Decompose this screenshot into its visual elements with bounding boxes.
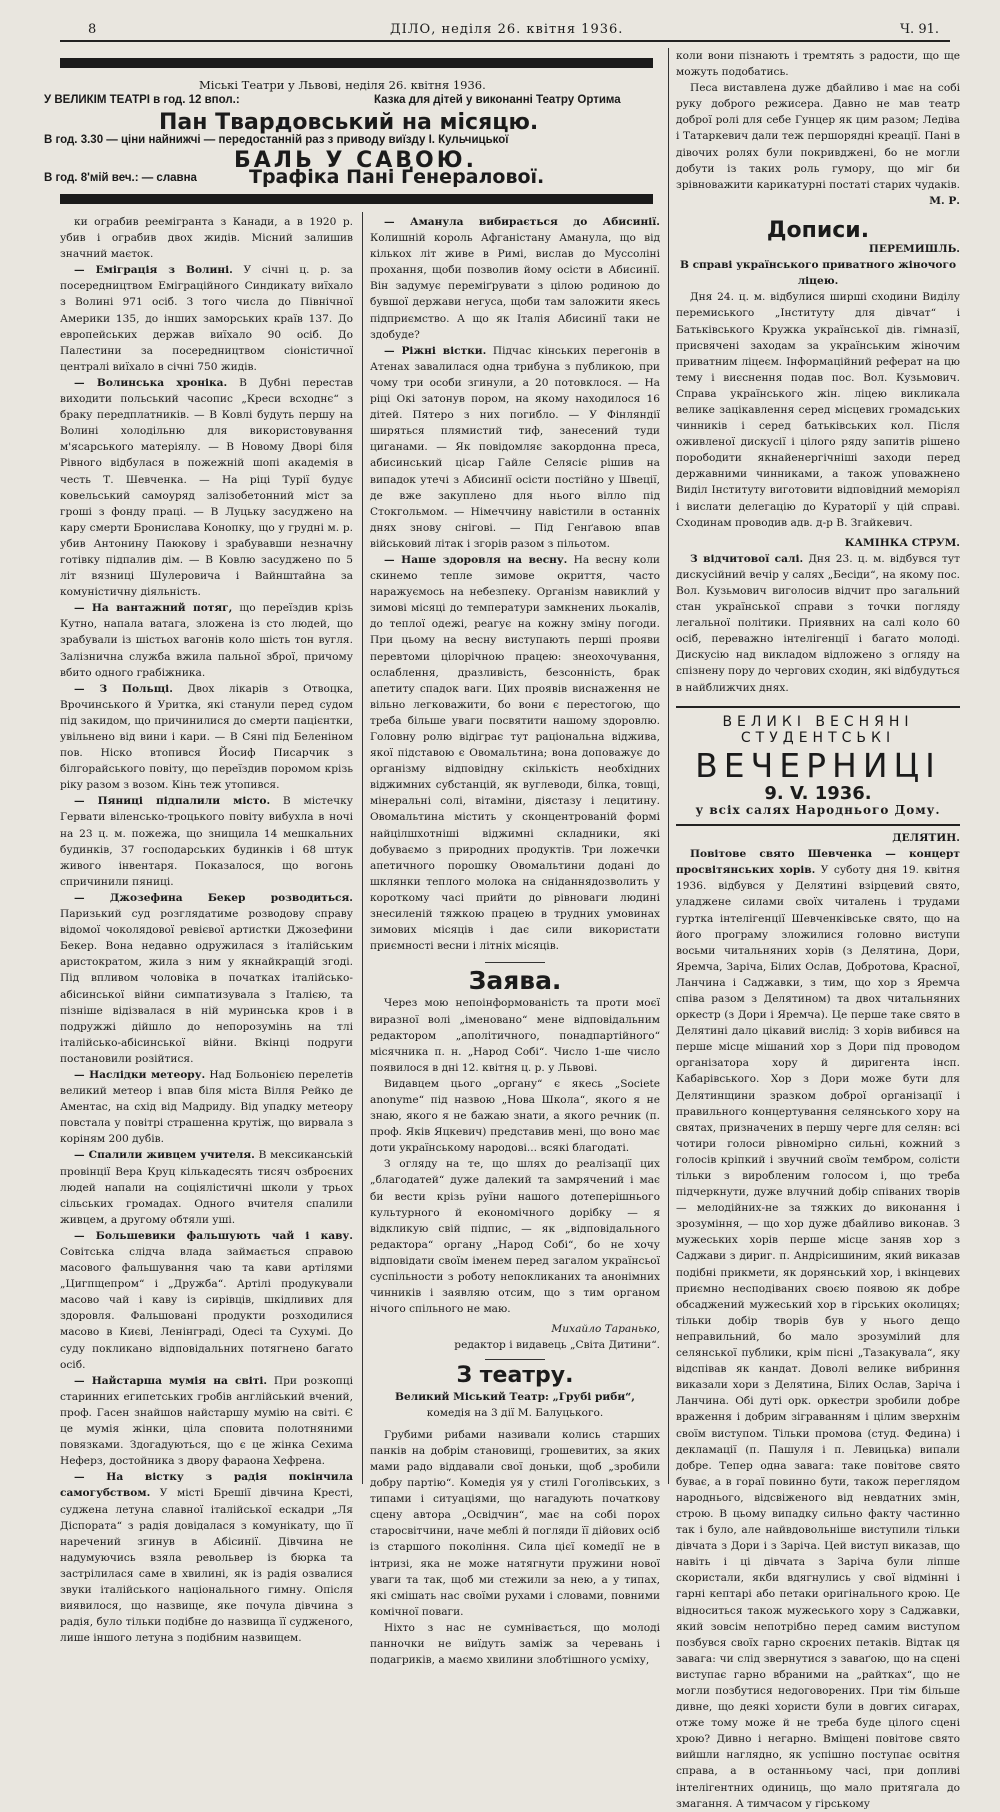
news-item-text: ки ограбив реемігранта з Канади, а в 1920 р. убив і ограбив двох жидів. Місний залишив значний маєток. [60, 216, 353, 261]
news-item-text: У січні ц. р. за посередництвом Еміграційного Синдикату виїхало з Волині 971 осіб. З того числа до Північної Америки 135, до інших заморських країв 137. До европейських держав виїхало 90 осіб. До Палестини за посередництвом сіоністичної централі виїхало в січні 750 жидів. [60, 264, 353, 373]
news-item-text: В Дубні перестав виходити польський часопис „Креси всходнє“ з браку передплатників. — В Ковлі будуть першу на Волині холодільню для використовування м'ясарського матеріялу. — В Новому Дворі біля Рівного відбулася в пожежній шопі академія в честь Т. Шевченка. — На ріці Турії будує ковельський самоуряд залізобетонний міст за гроші з фонду праці. — В Луцьку засуджено на кару смерти Бронислава Конопку, що у грудні м. р. убив Антонину Паюкову і зрабувавши незначну готівку підпалив дім. — В Ковлю засуджено по 5 літ вязниці Шулеровича і Вайнштайна за комуністичну діяльність. [60, 376, 354, 599]
ad-line4: В год. 8'мій веч.: — славна [44, 172, 197, 184]
news-item [60, 1373, 353, 1470]
news-item-headline: — Найстарша мумія на світі. [74, 1374, 268, 1387]
news-item-text: Над Больонією перелетів великий метеор і впав біля міста Вілля Рейко де Аментас, на схід від Мадриду. Від упадку метеору повстала у повітрі страшенна крутіж, що вирвала з коріням 200 дубів. [60, 1068, 354, 1146]
z-teatru-title: З театру. [456, 1363, 574, 1389]
news-item [60, 1469, 353, 1646]
vechernytsi-line1: ВЕЛИКІ ВЕСНЯНІ [722, 713, 914, 730]
z-teatru-subtitle2: комедія на 3 дії М. Балуцького. [426, 1406, 604, 1419]
ad-title1: Пан Твардовський на місяцю. [159, 110, 539, 135]
news-column-middle [370, 214, 660, 1667]
vechernytsi-date: 9. V. 1936. [764, 782, 872, 804]
ad-title2: БАЛЬ У САВОЮ. [234, 148, 477, 173]
zayava-signature-role: редактор і видавець „Світа Дитини“. [454, 1339, 660, 1352]
dopysy-paragraph2 [676, 551, 960, 696]
divider [676, 824, 960, 826]
delyatyn-place: ДЕЛЯТИН. [892, 832, 960, 845]
news-item-headline: — Волинська хроніка. [74, 376, 228, 389]
dopysy-place2: КАМІНКА СТРУМ. [844, 536, 960, 549]
news-item-headline: — Наше здоровля на весну. [384, 553, 568, 566]
vechernytsi-venue: у всіх салях Народнього Дому. [695, 802, 941, 817]
paragraph: Через мою непоінформованість та проти моєї виразної волі „іменовано“ мене відповідальним редактором „аполітичного, понадпартійного“ місячника п. н. „Народ Собі“. Число 1-ше число появилося в дні 12. квітня ц. р. у Львові. [370, 997, 660, 1074]
news-item [60, 214, 353, 262]
ad-line1: Міські Театри у Львові, неділя 26. квітня 1936. [199, 78, 486, 92]
news-column-right [676, 48, 961, 1810]
zayava-body [370, 995, 660, 1317]
news-item [60, 600, 353, 680]
paragraph: Видавцем цього „органу“ є якесь „Societe anonyme“ під назвою „Нова Школа“, якого я не знаю, якого я не бажаю знати, а якого речник (п. проф. Яків Яцкевич) представив мені, що воно має доти українському народові... всякі благодаті. [370, 1077, 660, 1155]
dopysy-p2-lead: З відчитової салі. [690, 552, 804, 565]
news-item-headline: — На вістку з радія покінчила самогубством. [60, 1471, 353, 1500]
zayava-signature-name: Михайло Таранько, [551, 1323, 660, 1336]
news-item [60, 375, 353, 600]
news-item-text: що переїздив крізь Кутно, напала ватага, зложена із сто людей, що зрабували із шістьох вагонів коло шість тон вугля. Залізнична служба вжила пальної зброї, причому вбито одного грабіжника. [60, 602, 354, 679]
news-item [60, 681, 353, 794]
header-rule [60, 40, 950, 42]
issue-number: Ч. 91. [900, 22, 939, 37]
news-item-text: Двох лікарів з Отвоцка, Врочинського й Уритка, які станули перед судом під закидом, що причинилися до смерти пацієнтки, увільнено від вини і кари. — В Сяні під Беленіном пов. Ніско втопився Йосиф Писарчик з білгорайського повіту, що переїздив поромом крізь ріку разом з возом. Кінь теж утопився. [60, 682, 354, 792]
column-rule-2 [668, 48, 669, 1484]
ad-title3: Трафіка Пані Ґенералової. [249, 166, 545, 188]
news-item-text: При розкопці старинних египетських гробів англійський вчений, проф. Гасен знайшов найстаршу мумію на світі. Є це мумія жінки, ціла сповита полотняними повязками. Здогадуються, що є це жінка Сехима Неферз, достойника з двору фараона Хефрена. [60, 1374, 353, 1468]
vechernytsi-line2: СТУДЕНТСЬКІ [740, 729, 896, 746]
vechernytsi-advertisement [676, 714, 960, 818]
zayava-title: Заява. [468, 966, 562, 996]
news-item-text: Совітська слідча влада займається справою масового фальшування чаю та кави артілями „Цигпщепром“ і „Дружба“. Артілі продукували масово чай і каву із сирівців, шкідливих для здоровля. Фальшовані продукти розходилися масово в Києві, Ленінграді, Одесі та Сухумі. До суду покликано відповідальних потягнено багато осіб. [60, 1246, 353, 1371]
news-item [370, 552, 660, 954]
review-signature: М. Р. [929, 194, 960, 207]
news-item-headline: — Спалили живцем учителя. [74, 1149, 255, 1162]
news-item-text: Колишній король Афганістану Аманула, що від кількох літ живе в Римі, вислав до Муссоліні прохання, щоби позволив йому осісти в Абисинії. Він задумує переміґрувати з цілою родиною до бувшої держави негуса, щоби там заложити якесь підприємство. А що як Італія Абисинії таки не здобуде? [370, 232, 660, 341]
news-item-text: В мексиканській провінції Вера Круц кількадесять тисяч озброєних людей напали на соціялістичні школи у трьох сільських громадах. Одного вчителя спалили живцем, а другому обтяли уші. [60, 1149, 353, 1226]
review-paragraph: Песа виставлена дуже дбайливо і має на собі руку доброго режисера. Давно не мав театр доброї ролі для себе Гунцер як цим разом; Ледіва і Татаркевич дали теж першорядні креації. Пані в дівочих ролях були покривджені, бо не могли добути із таких роль гумору, що міг би зрівноважити карикатурні постаті старих чудаків. [676, 82, 961, 191]
ad-line3: В год. 3.30 — ціни найнижчі — передостанній раз з приводу виїзду І. Кульчицької [44, 134, 509, 146]
news-item-text: На весну коли скинемо тепле зимове окриття, часто наражуємось на небезпеку. Організм навиклий у зимові місяці до температури замкнених льокалів, до теплої одежі, реагує на кожну зміну погоди. При цьому на весну виступають перші прояви перевтоми цілорічною працею: знеохочування, ослаблення, дразливість, безсонність, брак апетиту спадок ваги. Цих проявів виснаження не вільно легковажити, бо вони є перестогою, що треба більше уваги посвятити нашому здоровлю. Головну ролю відіграє тут раціональна віджива, якої підставою є Овомальтина; вона доповажує до організму відповідну скількість необхідних віджимних субстанцій, як вуглеводи, білка, товщі, мінеральні солі, вітаміни, діястазу і лецитину. Овомальтина містить у сконцентрованій формі найцілшхотніші віджимні складники, які добуваємо з природних продуктів. Три ложечки апетичного порошку Овомальтини додані до шклянки теплого молока на сніданнядозволить у короткому часі прийти до рівноваги людині знесиленій тяжкою працею в трудних умовинах зимових місяців і дає сили використати приємності весни і літніх місяців. [370, 553, 660, 953]
divider [485, 962, 545, 963]
dopysy-subtitle1: В справі українського приватного жіночого ліцею. [679, 259, 957, 288]
news-items-middle [370, 214, 660, 954]
ad-line2-right: Казка для дітей у виконанні Театру Ортима [374, 94, 621, 106]
news-item [60, 262, 353, 375]
news-item-headline: — Пяниці підпалили місто. [74, 795, 271, 808]
paragraph: З огляду на те, що шлях до реалізації цих „благодатей“ дуже далекий та замрячений і має би вести крізь руїни нашого дотеперішнього культурного й економічного дорібку — я відкликую свій підпис, — як „відповідального редактора“ органу „Народ Собі“, бо не хочу відповідати своїм іменем перед загалом українсьої суспільности з роботу непокликаних та анонімних чинників і заявляю отсим, що з тим органом нічого спільного не маю. [370, 1158, 660, 1316]
news-item [370, 214, 660, 343]
dopysy-p2-text: Дня 23. ц. м. відбувся тут дискусійний вечір у салях „Бесіди“, на якому пос. Вол. Кузьмович виголосив відчит про загальний стан української справи з точки погляду легальної політики. Приявних на салі коло 60 осіб, переважно інтелігенції і багато молоді. Дискусію над викладом відложено з огляду на спізнену пору до чергових сходин, які відбудуться в найближчих днях. [676, 552, 960, 694]
news-column-left [60, 214, 354, 1645]
review-continuation: коли вони пізнають і тремтять з радости, що ще можуть подобатись. [676, 50, 960, 79]
vechernytsi-line3: ВЕЧЕРНИЦІ [695, 745, 941, 785]
page-header [60, 18, 960, 40]
news-item-headline: — На вантажний потяг, [74, 602, 233, 615]
news-item [60, 1067, 353, 1147]
dopysy-title: Дописи. [766, 217, 870, 243]
news-item-text: Паризький суд розглядатиме розводову справу відомої чоколядової ревієвої артистки Джозефини Бекер. Вона недавно одружилася з італійським аристократом, жила з ним у якнайкращій згоді. Під впливом чоловіка в початках італійсько-абісинської війни симпатизувала з Італією, та пізніше відізвалася в ній муринська кров і в подружжі дійшло до непорозумінь на тлі італійсько-абісинської війни. Вкінці подруги постановили розійтися. [60, 908, 353, 1065]
newspaper-title: ДІЛО, неділя 26. квітня 1936. [390, 22, 624, 37]
delyatyn-paragraph [676, 846, 960, 1812]
divider [676, 706, 960, 708]
news-item-headline: — Большевики фальшують чай і каву. [74, 1229, 353, 1242]
column-rule-1 [362, 212, 363, 1484]
news-item-headline: — Джозефина Бекер розводиться. [74, 891, 353, 904]
news-item-headline: — Еміграція з Волині. [74, 264, 233, 277]
paragraph: Грубими рибами називали колись старших панків на добрім становищі, грошевитих, за яких мами радо віддавали свої доньки, щоб „зробили добру партію“. Комедія уя у стилі Гоголівських, з типами і ситуаціями, що нагадують початкову сцену автора „Освідчин“, має на собі порох старосвітчини, наче меблі й погляди її дійових осіб із старшого покоління. Сила цієї комедії не в інтризі, яка не може натягнути пружини нової уваги та так, щоб ми стежили за нею, а у типах, які смішать нас своїми рухами і словами, повними комічної поваги. [370, 1428, 660, 1618]
news-item [60, 793, 353, 890]
divider [485, 1359, 545, 1360]
news-item [60, 1228, 353, 1373]
ad-bottom-bar [60, 194, 653, 204]
news-item-headline: — З Польщі. [74, 682, 173, 695]
dopysy-place1: ПЕРЕМИШЛЬ. [868, 243, 960, 256]
news-item-text: У місті Брешії дівчина Кресті, суджена летуна славної італійської ескадри „Ля Діспората“ з радія довідалася з комунікату, що її наречений згинув в Абісинії. Дівчина не надумуючись взяла револьвер із бюрка та застрілилася саме в хвилині, як із радія озвалися звуки італійського національного гимну. Опісля виявилося, що назвище, яке почула дівчина з радія, було тільки подібне до назвища її судженого, лише іншого летуна з подібним назвищем. [60, 1487, 353, 1645]
delyatyn-text: У суботу дня 19. квітня 1936. відбувся у Делятині взірцевий свято, уладжене силами своїх читалень і трудами гуртка інтелігенції Шевченківське свято, що на його програму зложилися головно виступи восьми читальняних хорів (з Делятина, Дори, Яремча, Заріча, Білих Ослав, Добротова, Красної, Ланчина і Саджавки, з тим, що хор з Яремча співа разом з Делятином) та двох читальняних оркестр (з Дори і Яремча). Це перше таке свято в Делятині дало цікавий вислід: З хорів вибився на перше місце мішаний хор з Дори під проводом організатора хору й диригента інсп. Кабарівського. Хор з Дори може бути для Делятинщини зразком доброї організації і правильного концертування селянського хору на святах, призначених в першу черге для селян: всі чотири голоси рівномірно сильні, кожний з голосів кріпкий і звучний своїм тембром, солісти тільки з виробленим голосом і, що треба підчеркнути, дуже влучний добір співаних творів — мелодійних-не за тяжких до виконання і зрозуміння, — що хор дуже дбайливо виконав. З мужеських хорів перше місце заняв хор з Саджави з дириг. п. Андрісишиним, який виказав подібні прикмети, як дорянський хор, і вкінцевих приємно несподіваних своєю появою як добре обсаджений мужеський хор в гірських околицях; тільки добір творів був у нього дещо неправильний, бо мало зрозумілий для селянської публики, крім пісні „Тазакувала“, яку відспівав як кандат. Доволі велике вибриння виказали хори з Делятина, Білих Ослав, Заріча і Ланчина. Обі дуті орк. оркестри зробили добре враження і добрим зіграванням і цілим зверхнім своїм виступом. Тільки промова (студ. Федина) і декламації (п. Пашуля і п. Левицька) випали добре. Тепер одна завага: таке повітове свято буває, а в гораї повинно бути, також переглядом народнього, відсвіженого від невдатних змін, строю. В цьому випадку сильно факту частинно так і було, але найвдовольніше виступили тільки дівчата з Дори і з Заріча. Цей виступ виказав, що навіть і ці дівчата з Заріча були ліпше скористали, якби вдягнулись у свої відмінні і гарні кептарі або петаки оригінального крою. Це відноситься також мужеського хору з Саджавки, який зовсім непотрібно перед самим виступом позбувся своїх гарно скроєних петаків. Відтак ця завага: чи слід звернутися з заваґою, що на сцені виступає гарно вбраними на „райтках“, що не могли позбутися недоговорених. При тім більше дивне, що деякі хористи були в довгих сигарах, отже тому може й не треба буде цілого сцені хрою? Дивно і негарно. Вміщені повітове свято вийшли наглядно, як успішно поступає освітня справа, а в останньому часі, при допливі інтелігентних одиниць, що мало притягала до змагання. А тимчасом у гірському [676, 864, 960, 1810]
z-teatru-subtitle1: Великий Міський Театр: „Грубі риби“, [395, 1390, 635, 1403]
z-teatru-body [370, 1427, 660, 1668]
news-item-headline: — Аманула вибирається до Абисинії. [384, 216, 660, 228]
delyatyn-lead: Повітове свято Шевченка — концерт просвітянських хорів. [676, 848, 960, 877]
news-item [370, 343, 660, 552]
news-item [60, 1147, 353, 1227]
news-item [60, 890, 353, 1067]
dopysy-paragraph1: Дня 24. ц. м. відбулися ширші сходини Виділу перемиського „Інституту для дівчат“ і Батьківського Кружка української дів. гімназії, присвячені заходам за українським жіночим приватним ліцеєм. Інформаційний реферат на цю тему і виєснення подав пос. Вол. Кузьмович. Справа українського жін. ліцею викликала велике зацікавлення серед місцевих громадських чинників і серед батьківських кол. Після оживленої дискусії і цілого ряду запитів рішено порободити якнайенергічніші заходи перед державними чинниками, а також уповажнено Виділ Інституту виготовити відповідний меморіял і вислати делегацію до Кураторії у цій справі. Сходинам проводив адв. д-р В. Згайкевич. [676, 291, 960, 529]
paragraph: Ніхто з нас не сумнівається, що молоді панночки не виїдуть заміж за черевань і подагриків, а маємо хвилини злобтішного усміху, [370, 1621, 660, 1667]
news-item-text: В містечку Гервати віленсько-троцького повіту вибухла в ночі на 23 ц. м. пожежа, що знищила 14 мешкальних будинків, 37 господарських будинків і 68 штук живого інвентаря. Показалося, що вогонь спричинили пяниці. [60, 795, 354, 888]
ad-top-bar [60, 58, 653, 68]
ad-line2-left: У ВЕЛИКІМ ТЕАТРІ в год. 12 впол.: [44, 94, 240, 106]
news-item-text: Підчас кінських перегонів в Атенах завалилася одна трибуна з публикою, при чому три особи згинули, а 20 потовклося. — На ріці Окі затонув пором, на якому находилося 16 дітей. Пятеро з них погибло. — У Фінляндії ширяться плямистий тиф, занесений туди циганами. — Як повідомляє закордонна преса, абисинський цісар Гайле Селясіє рішив на випадок утечі з Абисинії осісти постійно у Швеції, де вже закуплено для нього вілло під Стокгольмом. — Німеччину навістили в останніх днях знову снігові. — Під Генґавою впав військовий літак і згорів разом з пільотом. [370, 344, 660, 550]
news-item-headline: — Наслідки метеору. [74, 1068, 206, 1081]
page-number: 8 [88, 22, 97, 37]
news-item-headline: — Ріжні вістки. [384, 344, 487, 357]
